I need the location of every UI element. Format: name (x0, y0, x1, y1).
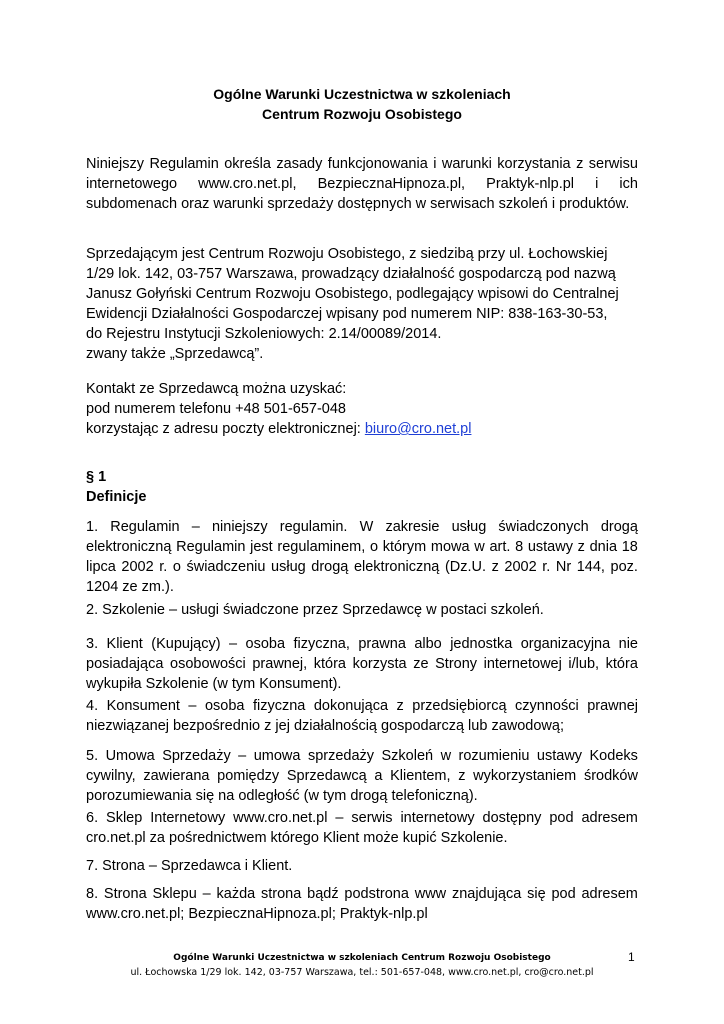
word: Nr (555, 559, 572, 575)
word: poz. (610, 559, 638, 575)
word: i (433, 156, 437, 172)
word: adresem (581, 810, 638, 826)
paragraph-line: www.cro.net.pl; BezpiecznaHipnoza.pl; Praktyk-nlp.pl (86, 906, 428, 922)
word: którym (382, 539, 427, 555)
justified-line (86, 174, 638, 194)
word: Regulamin (176, 539, 246, 555)
word: – (238, 748, 247, 764)
word: 144, (576, 559, 605, 575)
paragraph-line: Janusz Gołyński Centrum Rozwoju Osobistego, podlegający wpisowi do Centralnej (86, 286, 619, 302)
word: z (576, 156, 584, 172)
word: r. (159, 559, 168, 575)
word: art. (489, 539, 511, 555)
word: w (474, 539, 485, 555)
word: Sklepu (152, 886, 197, 902)
justified-line (86, 517, 638, 537)
word: (Kupujący) (151, 636, 221, 652)
word: wykorzystaniem (473, 768, 577, 784)
word: 8 (515, 539, 524, 555)
word: z (491, 559, 499, 575)
word: Regulamin (110, 519, 180, 535)
justified-line (86, 154, 638, 174)
word: pomiędzy (217, 768, 280, 784)
word: serwisu (588, 156, 638, 172)
word: posiadająca (86, 656, 164, 672)
word: w (440, 748, 452, 764)
word: Kodeks (589, 748, 638, 764)
word: fizyczna (252, 698, 306, 714)
justified-line (86, 654, 638, 674)
word: pod (551, 886, 576, 902)
word: nie (618, 636, 638, 652)
word: Sprzedawcą (286, 768, 367, 784)
word: osoba (204, 698, 245, 714)
word: – (188, 698, 197, 714)
word: Regulamin (149, 156, 219, 172)
word: lipca (86, 559, 116, 575)
word: dnia (589, 539, 618, 555)
word: internetowy (400, 810, 475, 826)
contact-email-line (86, 419, 638, 439)
word: Umowa (105, 748, 155, 764)
word: świadczonych (498, 519, 589, 535)
word: elektroniczną (86, 539, 172, 555)
justified-line (86, 696, 638, 716)
word: 18 (621, 539, 638, 555)
word: 8. (86, 886, 99, 902)
word: prawnej, (252, 656, 308, 672)
word: 1. (86, 519, 99, 535)
paragraph-line: zwany także „Sprzedawcą”. (86, 346, 264, 362)
word: funkcjonowania (327, 156, 428, 172)
definition-8 (86, 884, 638, 924)
word: W (359, 519, 374, 535)
definition-6 (86, 808, 638, 848)
word: albo (414, 636, 442, 652)
word: bądź (307, 886, 339, 902)
word: zawierana (143, 768, 210, 784)
word: serwis (351, 810, 393, 826)
word: osoba (245, 636, 286, 652)
justified-line (86, 746, 638, 766)
word: pod (549, 810, 574, 826)
word: elektroniczną (353, 559, 440, 575)
word: ustawy (527, 539, 573, 555)
paragraph-line: Ewidencji Działalności Gospodarczej wpisany pod numerem NIP: 838-163-30-53, (86, 306, 608, 322)
word: z (458, 768, 466, 784)
paragraph-line: 2. Szkolenie – usługi świadczone przez Sprzedawcę w postaci szkoleń. (86, 602, 544, 618)
word: warunki (441, 156, 492, 172)
word: Klientem, (390, 768, 451, 784)
word: mowa (430, 539, 470, 555)
contact-email-prefix: korzystając z adresu poczty elektronicznej: (86, 421, 365, 437)
word: www.cro.net.pl, (198, 176, 297, 192)
word: ustawy (536, 748, 583, 764)
definition-4 (86, 696, 638, 736)
word: się (527, 886, 546, 902)
word: korzysta (352, 656, 407, 672)
word: korzystania (497, 156, 571, 172)
word: prawna (358, 636, 406, 652)
word: określa (224, 156, 271, 172)
paragraph-line: 1/29 lok. 142, 03-757 Warszawa, prowadzący działalność gospodarczą pod nazwą (86, 266, 616, 282)
word: 2002 (121, 559, 154, 575)
word: regulamin. (279, 519, 348, 535)
definition-7 (86, 856, 638, 876)
word: o (172, 559, 181, 575)
word: internetowej (483, 656, 562, 672)
paragraph-line: subdomenach oraz warunki sprzedaży dostępnych w serwisach szkoleń i produktów. (86, 196, 630, 212)
paragraph-line: 1204 ze zm.). (86, 579, 174, 595)
footer-title: Ogólne Warunki Uczestnictwa w szkoleniach Centrum Rozwoju Osobistego (173, 953, 551, 963)
footer-address: ul. Łochowska 1/29 lok. 142, 03-757 Warszawa, tel.: 501-657-048, www.cro.net.pl, cro@cro.net.pl (130, 967, 594, 978)
word: 2002 (504, 559, 537, 575)
word: przedsiębiorcą (412, 698, 507, 714)
word: Internetowy (150, 810, 226, 826)
section-heading (86, 467, 638, 507)
word: dokonująca (313, 698, 389, 714)
seller-paragraph (86, 244, 638, 364)
word: Praktyk-nlp.pl (486, 176, 575, 192)
word: środków (583, 768, 638, 784)
word: organizacyjna (520, 636, 611, 652)
word: Konsument (106, 698, 180, 714)
section-number: § 1 (86, 469, 107, 485)
definition-3 (86, 634, 638, 694)
word: regulaminem, (277, 539, 366, 555)
justified-line (86, 537, 638, 557)
paragraph-line: 7. Strona – Sprzedawca i Klient. (86, 858, 293, 874)
contact-paragraph (86, 379, 638, 439)
word: r. (542, 559, 551, 575)
word: cywilny, (86, 768, 136, 784)
word: jest (250, 539, 273, 555)
justified-line (86, 884, 638, 904)
word: która (605, 656, 638, 672)
word: a (374, 768, 383, 784)
definition-2 (86, 600, 638, 620)
document-title-line-2: Centrum Rozwoju Osobistego (262, 106, 462, 122)
word: ich (619, 176, 638, 192)
justified-line (86, 766, 638, 786)
paragraph-line: wykupiła Szkolenie (w tym Konsument). (86, 676, 342, 692)
word: świadczeniu (186, 559, 266, 575)
word: zasady (276, 156, 323, 172)
paragraph-line: Sprzedającym jest Centrum Rozwoju Osobistego, z siedzibą przy ul. Łochowskiej (86, 246, 608, 262)
word: strona (261, 886, 302, 902)
word: usług (451, 519, 487, 535)
word: rozumieniu (458, 748, 530, 764)
page-number: 1 (628, 950, 635, 964)
word: – (335, 810, 344, 826)
paragraph-line: niezwiązanej bezpośrednio z jej działalnością gospodarczą lub zawodową; (86, 718, 564, 734)
word: drogą (600, 519, 638, 535)
contact-phone: pod numerem telefonu +48 501-657-048 (86, 401, 346, 417)
word: jednostka (450, 636, 513, 652)
definition-5 (86, 746, 638, 806)
justified-line (86, 557, 638, 577)
word: z (577, 539, 585, 555)
word: Klient (106, 636, 143, 652)
document-title-line-1: Ogólne Warunki Uczestnictwa w szkoleniach (213, 86, 511, 102)
word: czynności (515, 698, 579, 714)
word: 5. (86, 748, 99, 764)
word: każda (216, 886, 256, 902)
paragraph-line: cro.net.pl za pośrednictwem którego Klient może kupić Szkolenie. (86, 830, 508, 846)
email-link[interactable]: biuro@cro.net.pl (364, 421, 472, 437)
definition-1 (86, 517, 638, 597)
word: osobowości (170, 656, 246, 672)
word: – (191, 519, 200, 535)
word: Szkoleń (381, 748, 434, 764)
word: 6. (86, 810, 99, 826)
word: – (229, 636, 238, 652)
word: dostępny (482, 810, 542, 826)
word: prawnej (587, 698, 638, 714)
word: adresem (581, 886, 638, 902)
contact-intro: Kontakt ze Sprzedawcą można uzyskać: (86, 381, 347, 397)
word: z (396, 698, 404, 714)
word: umowa (253, 748, 301, 764)
word: 4. (86, 698, 99, 714)
word: zakresie (385, 519, 440, 535)
word: 3. (86, 636, 99, 652)
justified-line (86, 634, 638, 654)
word: www.cro.net.pl (233, 810, 328, 826)
word: która (313, 656, 347, 672)
word: (Dz.U. (444, 559, 487, 575)
word: znajdująca (451, 886, 522, 902)
word: internetowego (86, 176, 178, 192)
intro-paragraph (86, 154, 638, 214)
paragraph-line: porozumiewania się na odległość (w tym drogą telefoniczną). (86, 788, 478, 804)
word: o (369, 539, 379, 555)
word: www (414, 886, 447, 902)
word: Strona (103, 886, 147, 902)
section-title: Definicje (86, 489, 147, 505)
word: Sprzedaży (162, 748, 231, 764)
word: Strony (435, 656, 478, 672)
word: – (202, 886, 211, 902)
word: i/lub, (568, 656, 600, 672)
word: sprzedaży (307, 748, 375, 764)
word: BezpiecznaHipnoza.pl, (317, 176, 466, 192)
word: ze (413, 656, 429, 672)
paragraph-line: do Rejestru Instytucji Szkoleniowych: 2.14/00089/2014. (86, 326, 442, 342)
word: fizyczna, (293, 636, 350, 652)
justified-line (86, 808, 638, 828)
word: niniejszy (211, 519, 268, 535)
word: Sklep (106, 810, 143, 826)
word: Niniejszy (86, 156, 145, 172)
word: drogą (311, 559, 349, 575)
word: podstrona (344, 886, 409, 902)
word: usług (271, 559, 306, 575)
word: i (595, 176, 599, 192)
